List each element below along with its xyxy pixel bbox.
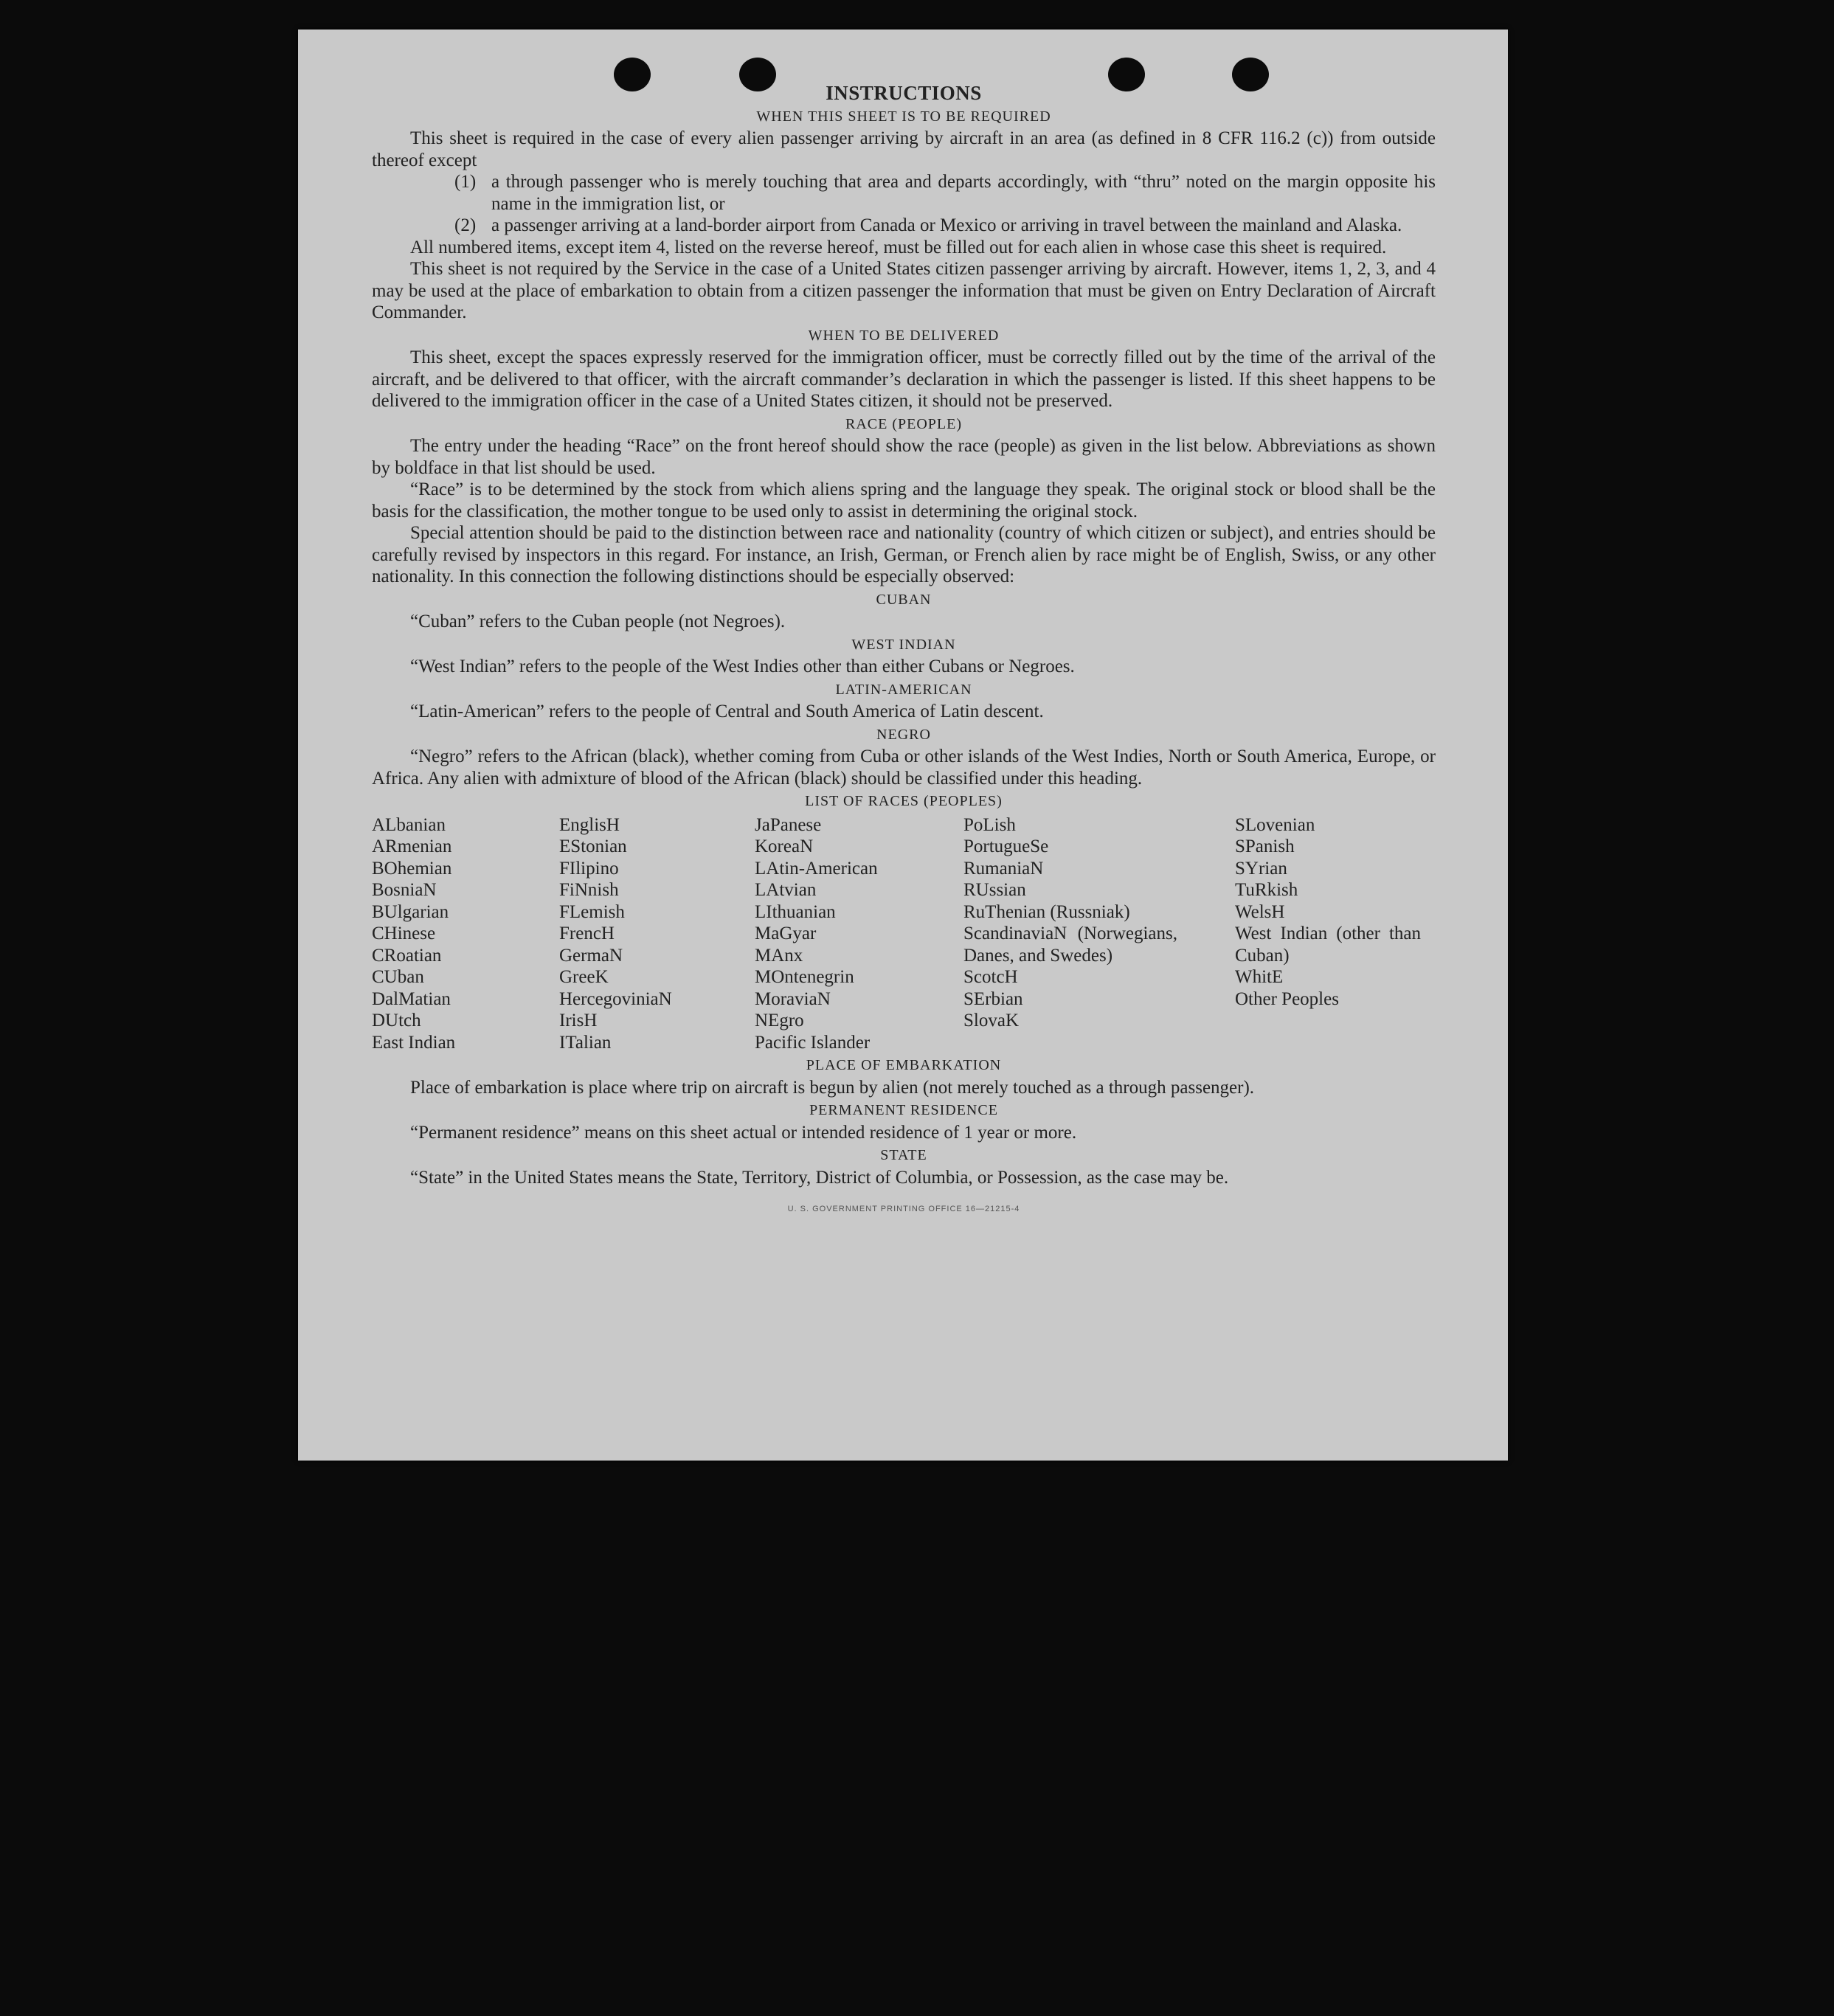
paragraph: This sheet is not required by the Service in the case of a United States citizen passenger arriving by aircraft. However, items 1, 2, 3, and 4 may be used at the place of embarkation to obtain from a citizen passenger the information that must be given on Entry Declaration of Aircraft Commander.	[372, 259, 1436, 322]
races-column	[755, 814, 963, 1054]
item-text: a through passenger who is merely touching that area and departs accordingly, with “thru” noted on the margin opposite his name in the immigration list, or	[491, 172, 1436, 214]
race-item: LAtvian	[755, 880, 817, 900]
races-column	[1235, 814, 1434, 1054]
item-number: (1)	[454, 172, 477, 192]
race-item: MaGyar	[755, 924, 817, 943]
section-title: LIST OF RACES (PEOPLES)	[805, 793, 1003, 809]
paragraph: This sheet, except the spaces expressly reserved for the immigration officer, must be correctly filled out by the time of the arrival of the aircraft, and be delivered to that officer, with the aircraft commander’s declaration in which the passenger is listed. If this sheet happens to be delivered to the immigration officer in the case of a United States citizen, it should not be preserved.	[372, 347, 1436, 411]
race-item: KoreaN	[755, 836, 814, 856]
paragraph: The entry under the heading “Race” on the front hereof should show the race (people) as given in the list below. Abbreviations as shown by boldface in that list should be used.	[372, 436, 1436, 478]
race-item: Pacific Islander	[755, 1032, 871, 1053]
race-item: FrencH	[559, 924, 615, 943]
section-title: PLACE OF EMBARKATION	[806, 1057, 1002, 1073]
race-item: RuThenian (Russniak)	[963, 901, 1130, 922]
race-item: MoraviaN	[755, 988, 831, 1009]
paragraph: “West Indian” refers to the people of the West Indies other than either Cubans or Negroes.	[410, 657, 1075, 676]
page-title: INSTRUCTIONS	[826, 82, 982, 104]
races-list	[372, 814, 1436, 1054]
race-item: ARmenian	[372, 836, 452, 856]
section-title: NEGRO	[876, 726, 931, 743]
race-item: ALbanian	[372, 814, 446, 835]
race-item: Other Peoples	[1235, 988, 1339, 1009]
item-number: (2)	[454, 215, 477, 235]
races-column	[372, 814, 559, 1054]
race-item: DalMatian	[372, 988, 451, 1009]
section-title: WHEN TO BE DELIVERED	[808, 327, 1000, 344]
race-item: RUssian	[963, 880, 1026, 900]
paragraph: “State” in the United States means the State, Territory, District of Columbia, or Possession, as the case may be.	[410, 1167, 1229, 1188]
race-item: IrisH	[559, 1011, 598, 1030]
race-item: GreeK	[559, 967, 609, 987]
paragraph: Place of embarkation is place where trip on aircraft is begun by alien (not merely touched as a through passenger).	[410, 1077, 1255, 1098]
race-item: CHinese	[372, 924, 436, 943]
race-item: DUtch	[372, 1011, 421, 1030]
paragraph: This sheet is required in the case of every alien passenger arriving by aircraft in an area (as defined in 8 CFR 116.2 (c)) from outside thereof except	[372, 128, 1436, 170]
race-item: WhitE	[1235, 967, 1284, 987]
race-item: MAnx	[755, 945, 803, 966]
race-item: WelsH	[1235, 901, 1285, 922]
race-item: FiNnish	[559, 880, 619, 900]
race-item: SLovenian	[1235, 814, 1315, 835]
race-item: ScotcH	[963, 967, 1018, 987]
list-item	[454, 171, 1436, 215]
race-item: SlovaK	[963, 1011, 1019, 1030]
race-item: West Indian (other than Cuban)	[1235, 924, 1421, 966]
race-item: FLemish	[559, 901, 625, 922]
race-item: LIthuanian	[755, 901, 836, 922]
race-item: GermaN	[559, 945, 623, 966]
race-item: CUban	[372, 967, 424, 987]
race-item: SYrian	[1235, 858, 1287, 879]
race-item: SErbian	[963, 988, 1023, 1009]
paragraph: All numbered items, except item 4, listed on the reverse hereof, must be filled out for each alien in whose case this sheet is required.	[410, 237, 1387, 257]
races-column	[559, 814, 755, 1054]
paragraph: Special attention should be paid to the distinction between race and nationality (country of which citizen or subject), and entries should be carefully revised by inspectors in this regard. For instance, an Irish, German, or French alien by race might be of English, Swiss, or any other nationality. In this connection the following distinctions should be especially observed:	[372, 523, 1436, 586]
race-item: LAtin-American	[755, 858, 878, 879]
race-item: ITalian	[559, 1032, 612, 1053]
document-sheet	[298, 30, 1508, 1461]
race-item: BOhemian	[372, 858, 452, 879]
race-item: PortugueSe	[963, 836, 1049, 856]
section-title: PERMANENT RESIDENCE	[809, 1102, 998, 1118]
race-item: NEgro	[755, 1011, 804, 1030]
item-text: a passenger arriving at a land-border airport from Canada or Mexico or arriving in travel between the mainland and Alaska.	[491, 215, 1402, 235]
race-item: RumaniaN	[963, 858, 1044, 879]
race-item: EnglisH	[559, 814, 620, 835]
printer-imprint: U. S. GOVERNMENT PRINTING OFFICE 16—21215-4	[787, 1205, 1020, 1213]
race-item: ScandinaviaN (Norwegians, Danes, and Swedes)	[963, 924, 1177, 966]
races-column	[963, 814, 1235, 1054]
section-title: WHEN THIS SHEET IS TO BE REQUIRED	[756, 108, 1051, 125]
race-item: BUlgarian	[372, 901, 449, 922]
paragraph: “Permanent residence” means on this sheet actual or intended residence of 1 year or more.	[410, 1122, 1077, 1143]
race-item: FIlipino	[559, 858, 619, 879]
paragraph: “Cuban” refers to the Cuban people (not Negroes).	[410, 612, 786, 631]
instructions-content	[372, 83, 1436, 1221]
race-item: SPanish	[1235, 836, 1295, 856]
race-item: BosniaN	[372, 880, 437, 900]
race-item: CRoatian	[372, 945, 442, 966]
section-title: LATIN-AMERICAN	[835, 681, 972, 698]
race-item: EStonian	[559, 836, 627, 856]
section-title: CUBAN	[876, 591, 932, 608]
list-item	[454, 215, 1436, 237]
race-item: PoLish	[963, 814, 1016, 835]
section-title: STATE	[880, 1147, 927, 1163]
paragraph: “Negro” refers to the African (black), whether coming from Cuba or other islands of the West Indies, North or South America, Europe, or Africa. Any alien with admixture of blood of the African (black) should be classified under this heading.	[372, 747, 1436, 789]
race-item: HercegoviniaN	[559, 988, 672, 1009]
paragraph: “Latin-American” refers to the people of Central and South America of Latin descent.	[410, 702, 1044, 721]
race-item: East Indian	[372, 1032, 456, 1053]
race-item: TuRkish	[1235, 880, 1298, 900]
section-title: WEST INDIAN	[851, 636, 956, 653]
paragraph: “Race” is to be determined by the stock from which aliens spring and the language they speak. The original stock or blood shall be the basis for the classification, the mother tongue to be used only to assist in determining the original stock.	[372, 479, 1436, 522]
section-title: RACE (PEOPLE)	[845, 415, 962, 432]
race-item: MOntenegrin	[755, 967, 854, 987]
race-item: JaPanese	[755, 814, 822, 835]
